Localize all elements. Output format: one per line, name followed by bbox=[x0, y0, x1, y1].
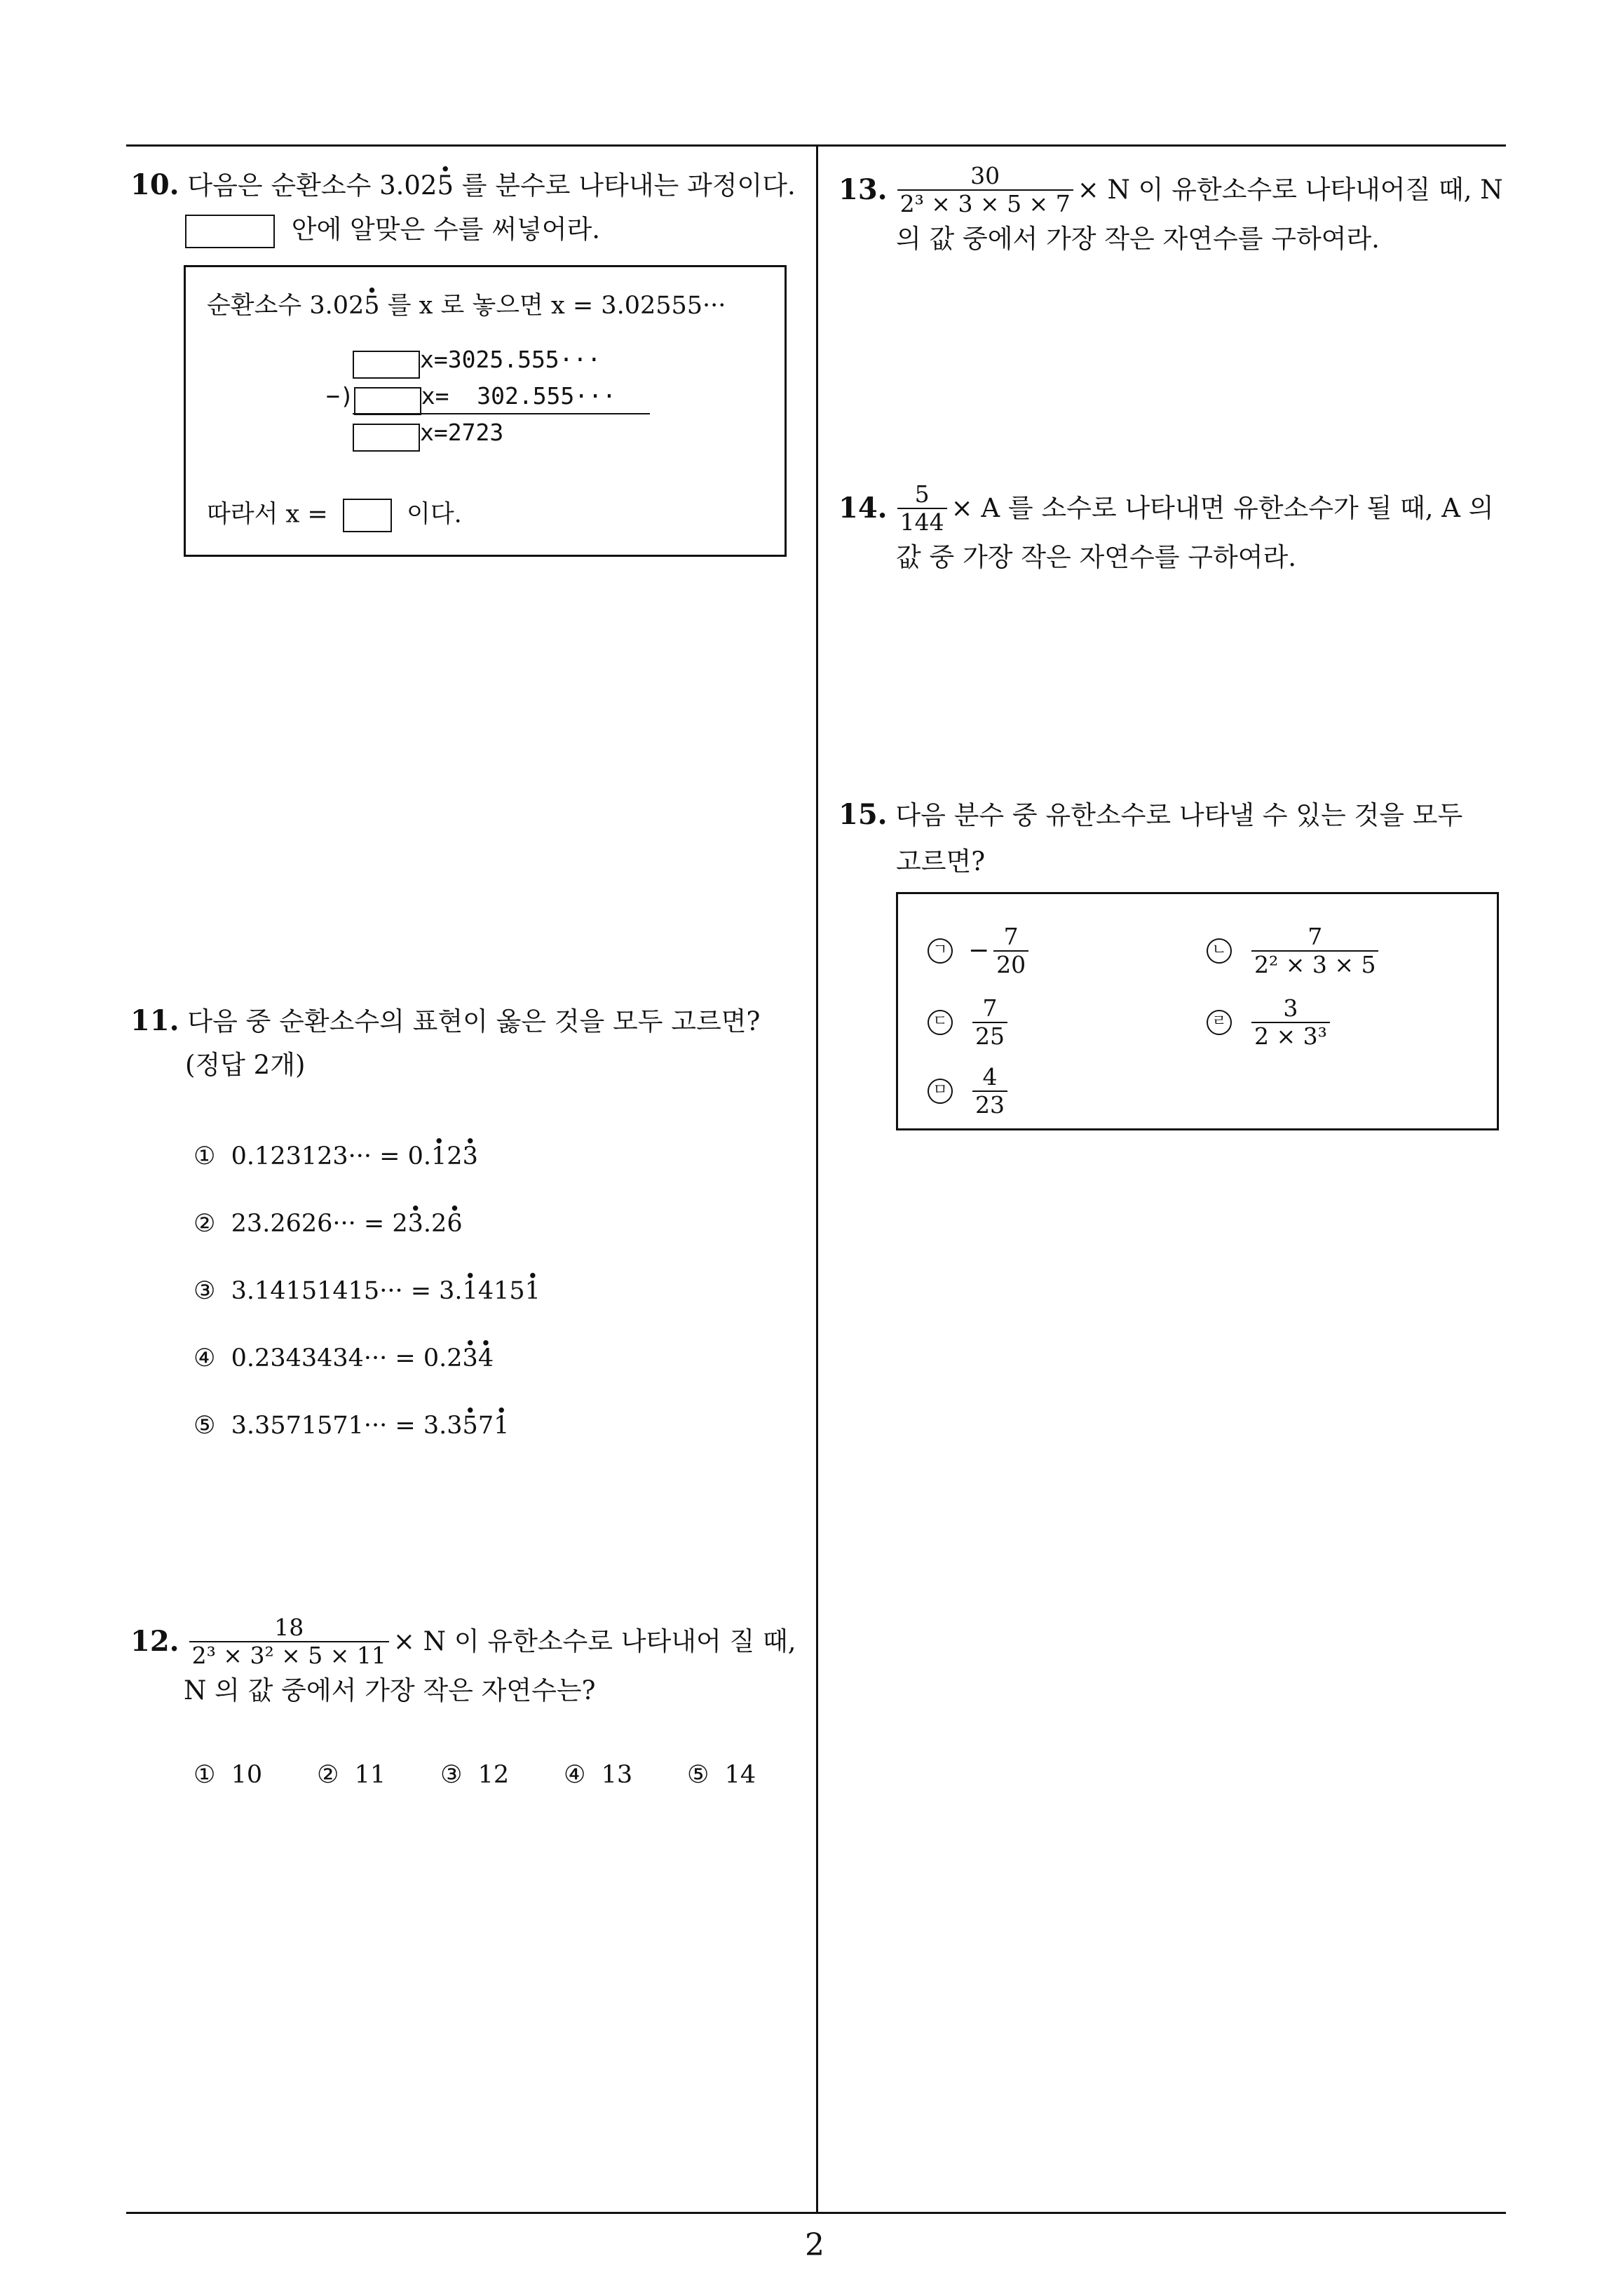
q11-option-5: ⑤ 3.3571571··· = 3.3· 57· 1 bbox=[193, 1414, 509, 1438]
q15-item-4: ㄹ $\frac{3}{\text{2 × 3³}}$ bbox=[1207, 995, 1334, 1050]
blank-1 bbox=[353, 351, 420, 379]
question-11-note: (정답 2개) bbox=[185, 1050, 306, 1080]
question-text: 다음 분수 중 유한소수로 나타낼 수 있는 것을 모두 bbox=[895, 800, 1463, 830]
q15-item-1: ㄱ − $\frac{7}{20}$ bbox=[928, 924, 1033, 978]
question-number: 10. bbox=[130, 168, 179, 201]
fraction: $\frac{5}{144}$ bbox=[897, 481, 947, 536]
question-12 bbox=[130, 1614, 796, 1669]
question-number: 13. bbox=[838, 173, 888, 206]
bottom-rule bbox=[126, 2212, 1506, 2214]
row-3: x=2723 bbox=[353, 419, 503, 452]
question-text: 다음은 순환소수 3.02· 5 를 분수로 나타내는 과정이다. bbox=[187, 170, 795, 201]
question-10 bbox=[130, 168, 796, 201]
q15-choices-box bbox=[896, 892, 1499, 1130]
q15-item-5: ㅁ $\frac{4}{23}$ bbox=[928, 1064, 1012, 1119]
box-intro: 순환소수 3.02· 5 를 x 로 놓으면 x = 3.02555··· bbox=[207, 294, 726, 318]
question-text: 다음 중 순환소수의 표현이 옳은 것을 모두 고르면? bbox=[187, 1006, 761, 1036]
q11-option-4: ④ 0.2343434··· = 0.2· 3· 4 bbox=[193, 1346, 494, 1371]
q15-item-2: ㄴ $\frac{7}{\text{2² × 3 × 5}}$ bbox=[1207, 924, 1383, 978]
q10-process-box bbox=[184, 265, 787, 557]
q12-option-3[interactable]: ③ 12 bbox=[440, 1761, 510, 1789]
question-number: 15. bbox=[838, 798, 888, 831]
question-number: 14. bbox=[838, 491, 888, 525]
question-text: × N 이 유한소수로 나타내어 질 때, bbox=[393, 1626, 796, 1657]
question-14-line2: 값 중 가장 작은 자연수를 구하여라. bbox=[896, 542, 1296, 572]
row-1: x=3025.555··· bbox=[353, 346, 601, 379]
q12-option-4[interactable]: ④ 13 bbox=[564, 1761, 633, 1789]
question-15-line2: 고르면? bbox=[896, 846, 986, 877]
question-text: × A 를 소수로 나타내면 유한소수가 될 때, A 의 bbox=[951, 493, 1494, 524]
question-13-line2: 의 값 중에서 가장 작은 자연수를 구하여라. bbox=[896, 224, 1380, 254]
q12-option-2[interactable]: ② 11 bbox=[317, 1761, 386, 1789]
q12-option-1[interactable]: ① 10 bbox=[193, 1761, 263, 1789]
q11-option-2: ② 23.2626··· = 2· 3.2· 6 bbox=[193, 1212, 463, 1236]
question-12-line2: N 의 값 중에서 가장 작은 자연수는? bbox=[184, 1675, 596, 1706]
question-text: × N 이 유한소수로 나타내어질 때, N bbox=[1077, 175, 1503, 205]
fraction: $\frac{18}{\text{2³ × 3² × 5 × 11}}$ bbox=[189, 1614, 389, 1669]
row-2: −) x= 302.555··· bbox=[326, 382, 616, 415]
subtraction-line bbox=[353, 413, 650, 414]
blank-3 bbox=[353, 424, 420, 452]
page-number: 2 bbox=[805, 2227, 824, 2263]
fraction: $\frac{30}{\text{2³ × 3 × 5 × 7}}$ bbox=[897, 163, 1073, 217]
question-number: 11. bbox=[130, 1004, 179, 1037]
q15-item-3: ㄷ $\frac{7}{25}$ bbox=[928, 995, 1012, 1050]
q11-option-1: ① 0.123123··· = 0.· 12· 3 bbox=[193, 1144, 478, 1169]
answer-blank bbox=[185, 215, 275, 248]
column-divider bbox=[816, 144, 818, 2213]
question-11 bbox=[130, 1004, 761, 1037]
answer-blank-x bbox=[343, 499, 392, 532]
question-15 bbox=[838, 798, 1463, 831]
blank-2 bbox=[354, 387, 421, 415]
question-14 bbox=[838, 481, 1494, 536]
q11-option-3: ③ 3.14151415··· = 3.· 1415· 1 bbox=[193, 1279, 541, 1304]
question-10-line2: 안에 알맞은 수를 써넣어라. bbox=[185, 215, 600, 248]
question-number: 12. bbox=[130, 1624, 179, 1658]
box-conclusion: 따라서 x = 이다. bbox=[207, 499, 462, 532]
question-13 bbox=[838, 163, 1503, 217]
q12-option-5[interactable]: ⑤ 14 bbox=[687, 1761, 756, 1789]
